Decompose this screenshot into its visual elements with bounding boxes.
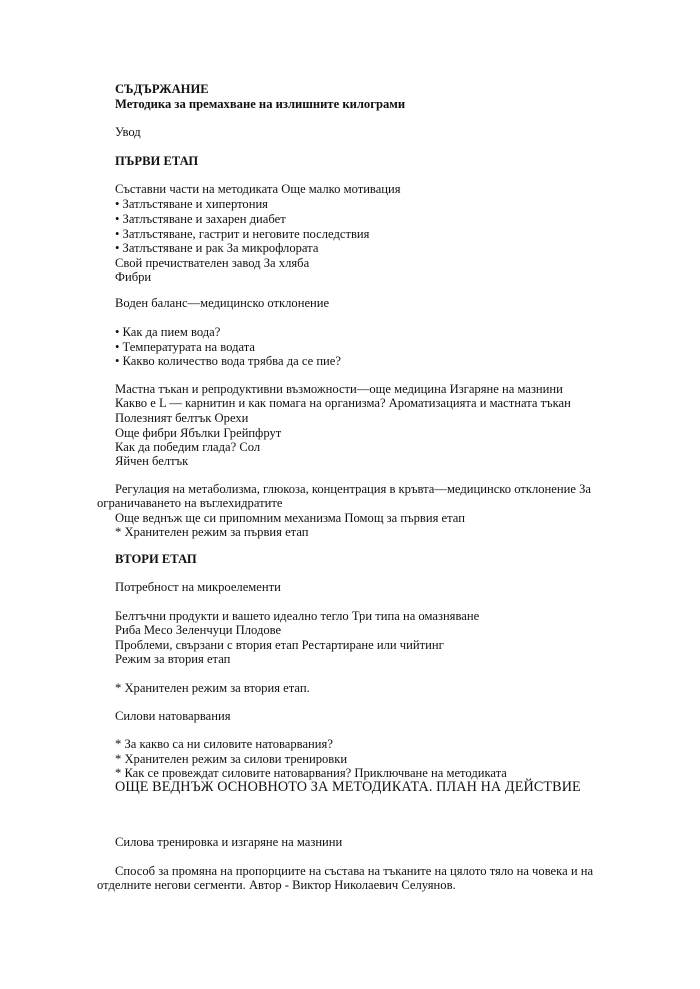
toc-line: Мастна тъкан и репродуктивни възможности—още медицина Изгаряне на мазнини xyxy=(115,382,563,396)
remember-item: Още веднъж ще си припомним механизма Помощ за първия етап xyxy=(115,511,465,525)
bullet-item: • Затлъстяване и рак За микрофлората xyxy=(115,241,319,255)
bullet-item: • Затлъстяване и хипертония xyxy=(115,197,268,211)
toc-line: Риба Месо Зеленчуци Плодове xyxy=(115,623,282,637)
strength-item: Силови натоварвания xyxy=(115,709,231,723)
bullet-item: • Затлъстяване и захарен диабет xyxy=(115,212,286,226)
strength-subitem: * За какво са ни силовите натоварвания? xyxy=(115,737,333,751)
action-plan-item: ОЩЕ ВЕДНЪЖ ОСНОВНОТО ЗА МЕТОДИКАТА. ПЛАН НА ДЕЙСТВИЕ xyxy=(115,779,581,795)
bullet-item: • Какво количество вода трябва да се пие? xyxy=(115,354,341,368)
cleaning-plant-item: Свой пречиствателен завод За хляба xyxy=(115,256,310,270)
strength-subitem: * Хранителен режим за силови тренировки xyxy=(115,752,348,766)
bullet-item: • Температурата на водата xyxy=(115,340,256,354)
stage2-heading: ВТОРИ ЕТАП xyxy=(115,552,197,566)
stage1-heading: ПЪРВИ ЕТАП xyxy=(115,154,199,168)
regulation-line-cont: ограничаването на въглехидратите xyxy=(97,496,283,510)
toc-line: Как да победим глада? Сол xyxy=(115,440,261,454)
strength-subitem: * Как се провеждат силовите натоварвания? Приключване на методиката xyxy=(115,766,507,780)
toc-line: Белтъчни продукти и вашето идеално тегло Три типа на омазняване xyxy=(115,609,480,623)
document-subtitle: Методика за премахване на излишните килограми xyxy=(115,97,406,111)
toc-line: Проблеми, свързани с втория етап Рестартиране или чийтинг xyxy=(115,638,444,652)
toc-line: Режим за втория етап xyxy=(115,652,231,666)
water-balance-item: Воден баланс—медицинско отклонение xyxy=(115,296,330,310)
bullet-item: • Затлъстяване, гастрит и неговите последствия xyxy=(115,227,370,241)
toc-line: Какво е L — карнитин и как помага на организма? Ароматизацията и мастната тъкан xyxy=(115,396,571,410)
stage1-diet-item: * Хранителен режим за първия етап xyxy=(115,525,309,539)
intro-item: Увод xyxy=(115,125,141,139)
regulation-line: Регулация на метаболизма, глюкоза, концентрация в кръвта—медицинско отклонение За xyxy=(115,482,591,496)
training-title: Силова тренировка и изгаряне на мазнини xyxy=(115,835,343,849)
training-body-line: Способ за промяна на пропорциите на състава на тъканите на цялото тяло на човека и на xyxy=(115,864,594,878)
toc-line: Яйчен белтък xyxy=(115,454,189,468)
fibers-item: Фибри xyxy=(115,270,152,284)
toc-heading: СЪДЪРЖАНИЕ xyxy=(115,82,209,96)
bullet-item: • Как да пием вода? xyxy=(115,325,221,339)
training-body-line-cont: отделните негови сегменти. Автор - Виктор Николаевич Селуянов. xyxy=(97,878,456,892)
components-item: Съставни части на методиката Още малко мотивация xyxy=(115,182,401,196)
toc-line: Полезният белтък Орехи xyxy=(115,411,249,425)
toc-line: Още фибри Ябълки Грейпфрут xyxy=(115,426,282,440)
stage2-diet-item: * Хранителен режим за втория етап. xyxy=(115,681,310,695)
micro-item: Потребност на микроелементи xyxy=(115,580,281,594)
